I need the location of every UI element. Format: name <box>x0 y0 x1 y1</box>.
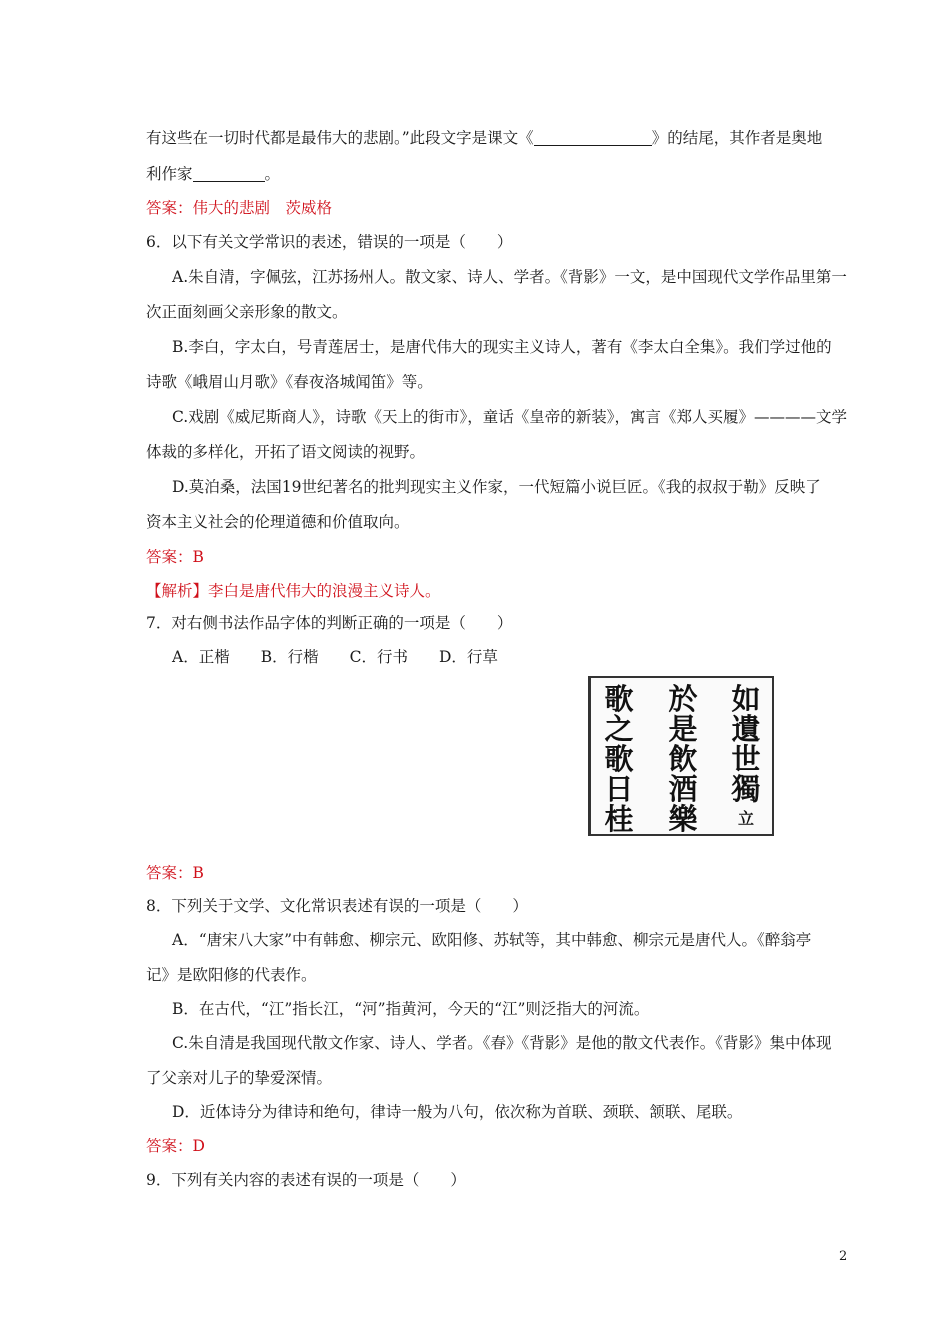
calligraphy-character: 歌 <box>604 742 634 776</box>
option-6c: C.戏剧《威尼斯商人》，诗歌《天上的街市》，童话《皇帝的新装》，寓言《郑人买履》————文学 <box>172 408 847 426</box>
calligraphy-character: 是 <box>668 712 698 746</box>
calligraphy-column-right <box>724 684 768 834</box>
calligraphy-image <box>588 676 774 836</box>
option-6b-cont: 诗歌《峨眉山月歌》《春夜洛城闻笛》等。 <box>146 373 433 391</box>
option-8a-cont: 记》是欧阳修的代表作。 <box>146 966 317 984</box>
calligraphy-character: 桂 <box>604 802 634 836</box>
calligraphy-character: 遺 <box>731 712 761 746</box>
fill-blank <box>193 165 265 182</box>
calligraphy-character: 歌 <box>604 682 634 716</box>
option-8c-cont: 了父亲对儿子的挚爱深情。 <box>146 1069 333 1087</box>
question-9: 9．下列有关内容的表述有误的一项是（ ） <box>146 1171 466 1189</box>
calligraphy-character: 獨 <box>731 772 761 806</box>
calligraphy-character: 立 <box>737 809 754 828</box>
question-7: 7．对右侧书法作品字体的判断正确的一项是（ ） <box>146 614 513 632</box>
answer-5: 答案：伟大的悲剧 茨威格 <box>146 199 333 217</box>
calligraphy-column-left <box>597 684 641 834</box>
option-6d-cont: 资本主义社会的伦理道德和价值取向。 <box>146 513 410 531</box>
option-6c-cont: 体裁的多样化，开拓了语文阅读的视野。 <box>146 443 426 461</box>
calligraphy-character: 日 <box>604 772 634 806</box>
option-6a-cont: 次正面刻画父亲形象的散文。 <box>146 303 348 321</box>
option-8a: A．“唐宋八大家”中有韩愈、柳宗元、欧阳修、苏轼等，其中韩愈、柳宗元是唐代人。《醉翁亭 <box>172 931 812 949</box>
calligraphy-character: 酒 <box>668 772 698 806</box>
option-8b: B．在古代，“江”指长江，“河”指黄河，今天的“江”则泛指大的河流。 <box>172 1000 650 1018</box>
question-6: 6．以下有关文学常识的表述，错误的一项是（ ） <box>146 233 513 251</box>
answer-8: 答案：D <box>146 1137 205 1155</box>
calligraphy-character: 世 <box>731 742 761 776</box>
calligraphy-character: 如 <box>731 682 761 716</box>
calligraphy-column-middle <box>661 684 705 834</box>
fill-blank <box>534 129 652 146</box>
options-7: A．正楷 B．行楷 C．行书 D．行草 <box>172 648 498 666</box>
calligraphy-character: 樂 <box>668 802 698 836</box>
answer-7: 答案：B <box>146 864 204 882</box>
option-6a: A.朱自清，字佩弦，江苏扬州人。散文家、诗人、学者。《背影》一文，是中国现代文学作品里第一 <box>172 268 847 286</box>
text-line: 有这些在一切时代都是最伟大的悲剧。”此段文字是课文《 》的结尾，其作者是奥地 <box>146 129 823 147</box>
option-8d: D．近体诗分为律诗和绝句，律诗一般为八句，依次称为首联、颈联、颔联、尾联。 <box>172 1103 743 1121</box>
text-line: 利作家 。 <box>146 165 281 183</box>
calligraphy-character: 飲 <box>668 742 698 776</box>
calligraphy-character: 於 <box>668 682 698 716</box>
question-8: 8．下列关于文学、文化常识表述有误的一项是（ ） <box>146 897 528 915</box>
page-number: 2 <box>839 1249 848 1264</box>
option-6b: B.李白，字太白，号青莲居士，是唐代伟大的现实主义诗人，著有《李太白全集》。我们学过他的 <box>172 338 832 356</box>
explanation-6: 【解析】李白是唐代伟大的浪漫主义诗人。 <box>146 582 441 600</box>
answer-6: 答案：B <box>146 548 204 566</box>
option-8c: C.朱自清是我国现代散文作家、诗人、学者。《春》《背影》是他的散文代表作。《背影》集中体现 <box>172 1034 832 1052</box>
option-6d: D.莫泊桑，法国19世纪著名的批判现实主义作家，一代短篇小说巨匠。《我的叔叔于勒》反映了 <box>172 478 821 496</box>
calligraphy-character: 之 <box>604 712 634 746</box>
